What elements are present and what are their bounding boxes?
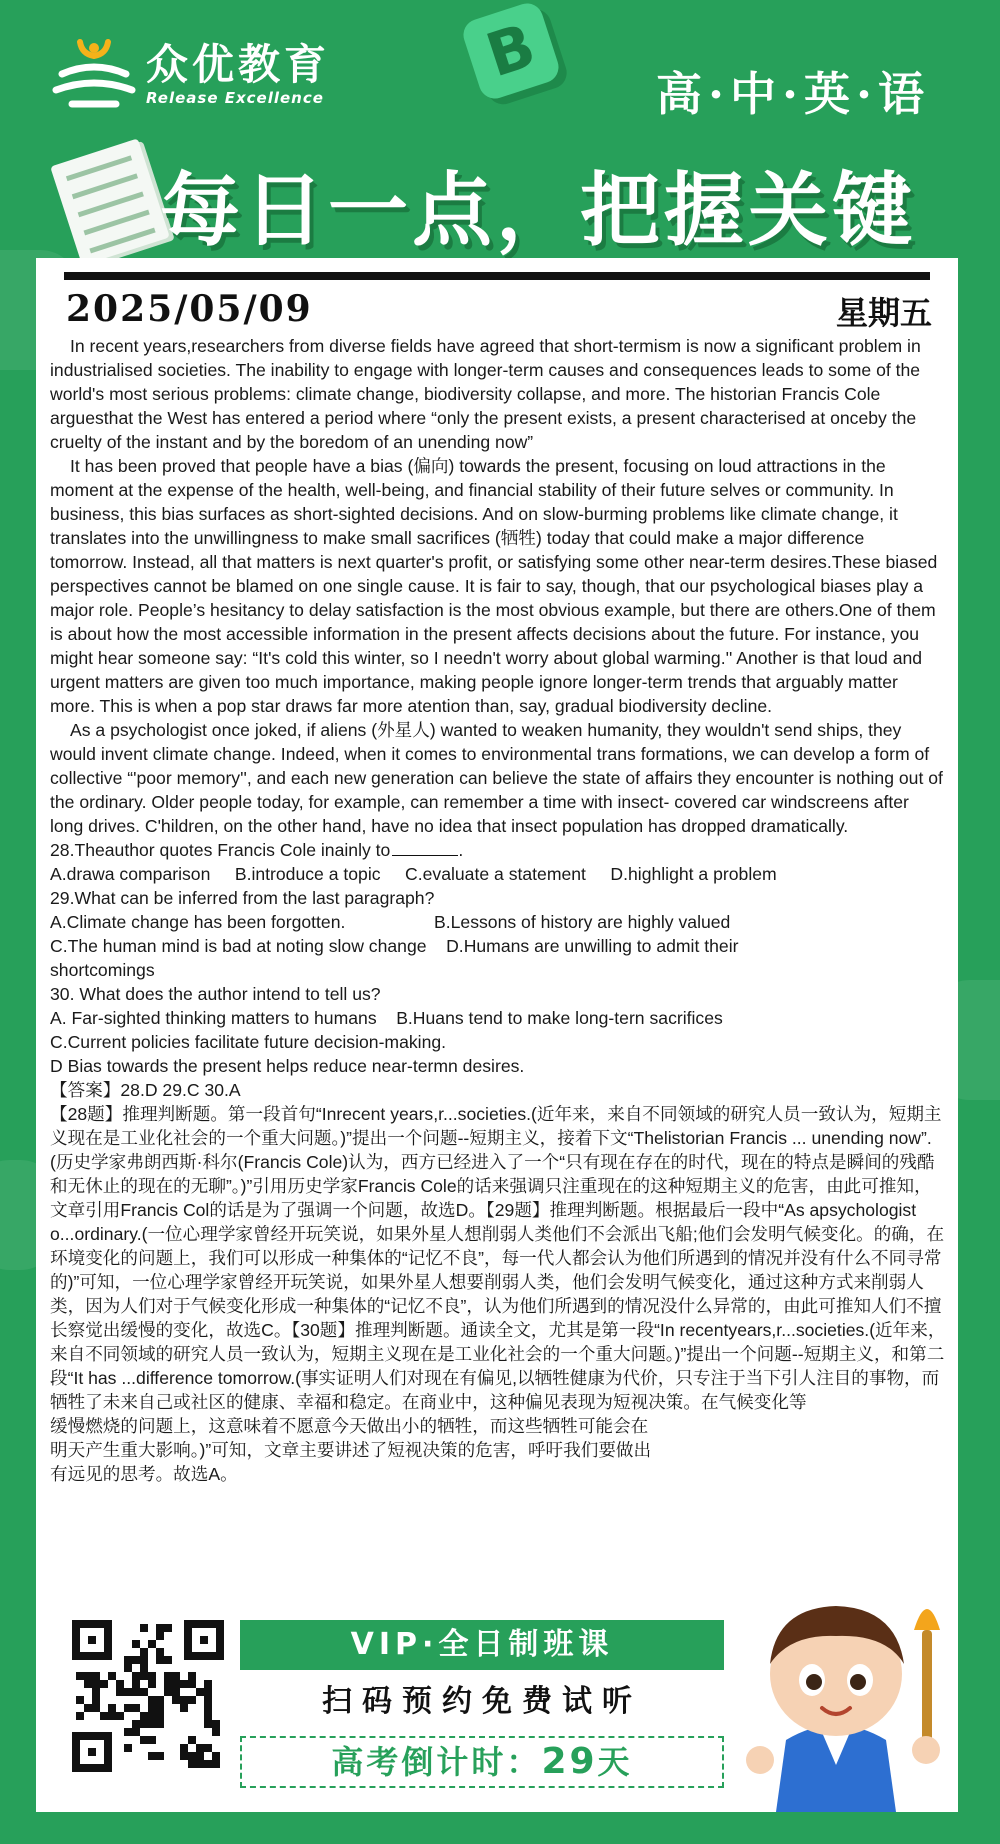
qr-finder [184, 1620, 224, 1660]
option: A.drawa comparison [50, 864, 211, 884]
paper-icon [50, 138, 170, 265]
qr-module [132, 1656, 140, 1664]
qr-module [204, 1688, 212, 1696]
qr-module [172, 1688, 180, 1696]
qr-module [132, 1704, 140, 1712]
date: 2025/05/09 [66, 288, 313, 330]
qr-module [116, 1712, 124, 1720]
qr-module [204, 1696, 212, 1704]
question-stem-end: . [458, 840, 464, 860]
option: C.The human mind is bad at noting slow change [50, 936, 427, 956]
exam-countdown [240, 1736, 724, 1788]
qr-module [156, 1632, 164, 1640]
brand-name-cn: 众优教育 [146, 40, 331, 89]
qr-module [204, 1760, 212, 1768]
qr-module [124, 1664, 132, 1672]
qr-module [76, 1672, 84, 1680]
question-30-options-row1 [50, 1006, 946, 1030]
weekday: 星期五 [835, 294, 932, 332]
countdown-days: 29 [541, 1741, 598, 1782]
qr-module [140, 1648, 148, 1656]
qr-module [148, 1720, 156, 1728]
student-mascot-illustration [726, 1590, 958, 1812]
qr-module [164, 1680, 172, 1688]
qr-module [108, 1672, 116, 1680]
qr-module [164, 1672, 172, 1680]
option: B.introduce a topic [234, 864, 381, 884]
qr-module [156, 1720, 164, 1728]
question-28-options [50, 862, 946, 886]
qr-module [212, 1752, 220, 1760]
qr-module [124, 1656, 132, 1664]
qr-module [188, 1760, 196, 1768]
divider [64, 272, 930, 280]
qr-module [76, 1712, 84, 1720]
qr-module [124, 1728, 132, 1736]
qr-module [196, 1688, 204, 1696]
option: C.Current policies facilitate future decision-making. [50, 1032, 447, 1052]
qr-module [188, 1696, 196, 1704]
qr-module [204, 1712, 212, 1720]
qr-module [148, 1680, 156, 1688]
question-29-options-row1 [50, 910, 946, 934]
qr-module [188, 1736, 196, 1744]
qr-module [156, 1704, 164, 1712]
qr-module [204, 1744, 212, 1752]
qr-module [92, 1672, 100, 1680]
qr-module [84, 1672, 92, 1680]
question-29-options-row2 [50, 934, 946, 958]
qr-module [84, 1680, 92, 1688]
qr-module [92, 1696, 100, 1704]
qr-code[interactable] [72, 1620, 224, 1772]
qr-module [148, 1752, 156, 1760]
qr-module [172, 1696, 180, 1704]
qr-module [180, 1704, 188, 1712]
question-29: 29.What can be inferred from the last paragraph? [50, 888, 435, 908]
answer-key: 【答案】28.D 29.C 30.A [50, 1080, 241, 1100]
vip-class-banner: VIP·全日制班课 [240, 1620, 724, 1670]
qr-module [204, 1720, 212, 1728]
qr-module [124, 1744, 132, 1752]
qr-module [148, 1696, 156, 1704]
qr-module [148, 1704, 156, 1712]
qr-module [116, 1680, 124, 1688]
question-28 [50, 838, 946, 862]
brand-logo [52, 38, 330, 110]
qr-module [212, 1720, 220, 1728]
passage-paragraph-1: In recent years,researchers from diverse fields have agreed that short-termism is now a significant problem in industrialised societies. The inability to engage with longer-term causes and consequences leads to some of the world's most serious problems: climate change, biodiversity collapse, and more. The historian Francis Cole arguesthat the West has entered a period where “only the present exists, a present characterised at onceby the cruelty of the instant and by the boredom of an unending now” [50, 336, 921, 452]
qr-module [156, 1712, 164, 1720]
qr-module [132, 1720, 140, 1728]
letter-b-badge: B [459, 0, 562, 103]
qr-module [100, 1680, 108, 1688]
qr-module [196, 1744, 204, 1752]
qr-module [92, 1680, 100, 1688]
option: B.Huans tend to make long-tern sacrifices [396, 1008, 723, 1028]
option: A. Far-sighted thinking matters to humans [50, 1008, 377, 1028]
question-stem: 28.Theauthor quotes Francis Cole inainly to [50, 840, 391, 860]
qr-module [188, 1672, 196, 1680]
explanation-line: 明天产生重大影响。)”可知，文章主要讲述了短视决策的危害，呼吁我们要做出 [50, 1440, 652, 1460]
option: B.Lessons of history are highly valued [434, 912, 731, 932]
answer-blank [392, 843, 458, 856]
qr-module [196, 1760, 204, 1768]
tree-logo-icon [52, 38, 136, 110]
qr-module [84, 1704, 92, 1712]
qr-module [196, 1752, 204, 1760]
qr-module [108, 1712, 116, 1720]
countdown-label: 高考倒计时： [331, 1743, 542, 1781]
option: D Bias towards the present helps reduce near-termn desires. [50, 1056, 525, 1076]
qr-module [140, 1736, 148, 1744]
option: C.evaluate a statement [405, 864, 586, 884]
qr-module [156, 1656, 164, 1664]
qr-module [132, 1640, 140, 1648]
explanation-line: 有远见的思考。故选A。 [50, 1464, 238, 1484]
option: D.highlight a problem [610, 864, 777, 884]
slogan: 每日一点，把握关键 [160, 164, 916, 257]
article-body [50, 334, 946, 1486]
qr-module [204, 1704, 212, 1712]
qr-module [188, 1680, 196, 1688]
qr-module [180, 1752, 188, 1760]
passage-paragraph-3: As a psychologist once joked, if aliens (外星人) wanted to weaken humanity, they wouldn't send ships, they would invent climate change. Indeed, when it comes to environmental trans formations, we can develop a form of collective “'poor memory'', and each new generation can believe the state of affairs they encounter is nothing out of the ordinary. Older people today, for example, can remember a time with insect- covered car windscreens after long drives. C'hildren, on the other hand, have no idea that insect population has dropped dramatically. [50, 720, 943, 836]
explanation-line: 缓慢燃烧的问题上，这意味着不愿意今天做出小的牺牲，而这些牺牲可能会在 [50, 1416, 649, 1436]
brand-name-en: Release Excellence [146, 89, 324, 107]
passage-paragraph-2: It has been proved that people have a bias (偏向) towards the present, focusing on loud attractions in the moment at the expense of the health, well-being, and financial stability of their future selves or community. In business, this bias surfaces as short-sighted decisions. And on slow-burming problems like climate change, it translates into the unwillingness to make small sacrifices (牺牲) today that could make a major difference tomorrow. Instead, all that matters is next quarter's profit, or satisfying some other near-term desires.These biased perspectives cannot be blamed on one single cause. It is fair to say, though, that our psychological biases play a major role. People’s hesitancy to delay satisfaction is the most obvious example, but there are others.One of them is about how the most accessible information in the present affects decisions about the future. For instance, you might hear someone say: “It's cold this winter, so I needn't worry about global warming.'' Another is that loud and urgent matters are given too much importance, making people ignore longer-term trends that arguably matter more. This is when a pop star draws far more atention than, say, gradual biodiversity decline. [50, 456, 938, 716]
question-30: 30. What does the author intend to tell us? [50, 984, 381, 1004]
qr-module [180, 1744, 188, 1752]
explanation: 【28题】推理判断题。第一段首句“Inrecent years,r...societies.(近年来，来自不同领域的研究人员一致认为，短期主义现在是工业化社会的一个重大问题。)”提出一个问题--短期主义，接着下文“Thelistorian Francis ... unending now”.(历史学家弗朗西斯·科尔(Francis Cole)认为，西方已经进入了一个“只有现在存在的时代，现在的特点是瞬间的残酷和无休止的现在的无聊”。)”引用历史学家Francis Cole的话来强调只注重现在的这种短期主义的危害，由此可推知，文章引用Francis Col的话是为了强调一个问题，故选D。【29题】推理判断题。根据最后一段中“As apsychologist o...ordinary.(一位心理学家曾经开玩笑说，如果外星人想削弱人类他们不会派出飞船;他们会发明气候变化。的确，在环境变化的问题上，我们可以形成一种集体的“记忆不良”，每一代人都会认为他们所遇到的情况并没有什么不同寻常的)”可知，一位心理学家曾经开玩笑说，如果外星人想要削弱人类，他们会发明气候变化，通过这种方式来削弱人类，因为人们对于气候变化形成一种集体的“记忆不良”，认为他们所遇到的情况没什么异常的，由此可推知人们不擅长察觉出缓慢的变化，故选C。【30题】推理判断题。通读全文，尤其是第一段“In recentyears,r...societies.(近年来，来自不同领域的研究人员一致认为，短期主义现在是工业化社会的一个重大问题。)”提出一个问题--短期主义，和第二段“It has ...difference tomorrow.(事实证明人们对现在有偏见,以牺牲健康为代价，只专注于当下引人注目的事物，而牺牲了未来自己或社区的健康、幸福和稳定。在商业中，这种偏见表现为短视决策。在气候变化等 [50, 1104, 946, 1412]
qr-module [92, 1704, 100, 1712]
option: A.Climate change has been forgotten. [50, 912, 346, 932]
qr-module [156, 1624, 164, 1632]
qr-module [140, 1688, 148, 1696]
qr-module [132, 1688, 140, 1696]
qr-module [204, 1680, 212, 1688]
qr-module [212, 1760, 220, 1768]
qr-module [124, 1688, 132, 1696]
qr-module [148, 1672, 156, 1680]
qr-finder [72, 1620, 112, 1660]
qr-module [76, 1696, 84, 1704]
option-continuation: shortcomings [50, 960, 155, 980]
qr-module [156, 1752, 164, 1760]
qr-module [132, 1680, 140, 1688]
qr-module [124, 1704, 132, 1712]
qr-module [108, 1704, 116, 1712]
qr-module [140, 1672, 148, 1680]
qr-module [132, 1728, 140, 1736]
option: D.Humans are unwilling to admit their [446, 936, 739, 956]
qr-module [140, 1656, 148, 1664]
qr-module [156, 1648, 164, 1656]
qr-module [140, 1712, 148, 1720]
qr-module [172, 1672, 180, 1680]
qr-module [140, 1720, 148, 1728]
content-card [36, 258, 958, 1812]
qr-module [92, 1688, 100, 1696]
qr-module [148, 1712, 156, 1720]
qr-module [132, 1672, 140, 1680]
qr-module [140, 1624, 148, 1632]
qr-module [188, 1752, 196, 1760]
qr-finder [72, 1732, 112, 1772]
qr-module [180, 1680, 188, 1688]
scan-to-book: 扫码预约免费试听 [322, 1684, 642, 1719]
qr-module [148, 1736, 156, 1744]
qr-module [140, 1664, 148, 1672]
qr-module [100, 1712, 108, 1720]
qr-module [172, 1680, 180, 1688]
qr-module [116, 1688, 124, 1696]
qr-module [164, 1656, 172, 1664]
countdown-unit: 天 [597, 1743, 633, 1781]
subject-title: 高·中·英·语 [655, 67, 930, 121]
qr-module [212, 1728, 220, 1736]
qr-module [180, 1696, 188, 1704]
qr-module [148, 1640, 156, 1648]
qr-module [156, 1696, 164, 1704]
qr-module [164, 1688, 172, 1696]
qr-module [164, 1624, 172, 1632]
